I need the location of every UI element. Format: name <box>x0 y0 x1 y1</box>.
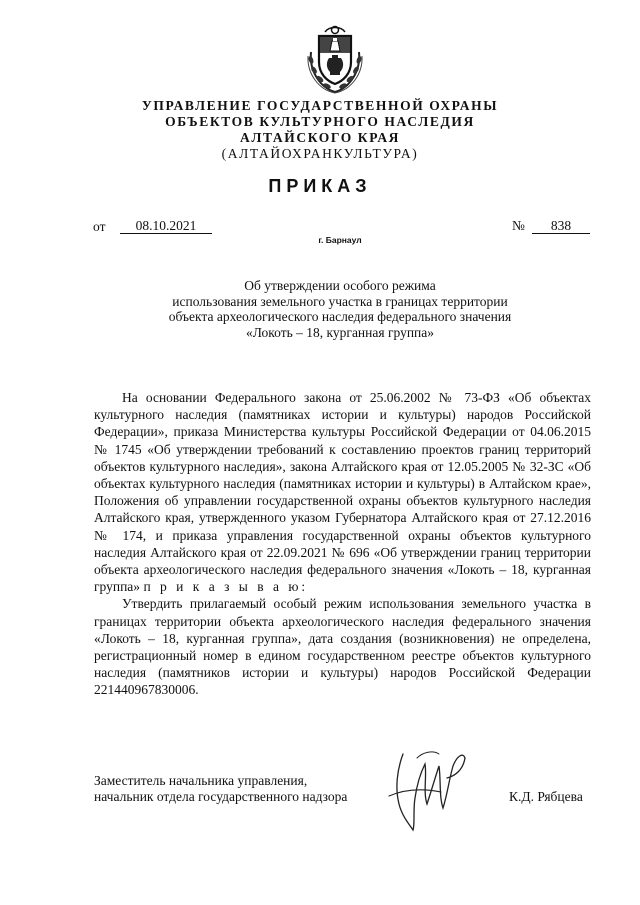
subject-line-2: использования земельного участка в границах территории <box>172 293 508 309</box>
org-name-line-3: АЛТАЙСКОГО КРАЯ <box>239 130 401 145</box>
coat-of-arms-icon <box>303 22 367 94</box>
subject-line-4: «Локоть – 18, курганная группа» <box>245 324 435 340</box>
body-paragraph-1 <box>94 389 591 595</box>
document-title: ПРИКАЗ <box>268 176 372 196</box>
number-label: № <box>512 218 525 233</box>
org-abbreviation: (АЛТАЙОХРАНКУЛЬТУРА) <box>221 146 419 161</box>
handwritten-signature-icon <box>383 744 469 836</box>
order-subject <box>0 278 640 340</box>
body-paragraph-2: Утвердить прилагаемый особый режим использования земельного участка в границах территории объекта археологического наследия федерального значения «Локоть – 18, курганная группа», дата создания (возникновения) не определена, регистрационный номер в едином государственном реестре объектов культурного наследия (памятников истории и культуры) народов Российской Федерации 221440967830006. <box>94 596 591 698</box>
date-label: от <box>93 219 106 234</box>
signatory-position-line-2: начальник отдела государственного надзора <box>94 789 348 804</box>
org-name-line-2: ОБЪЕКТОВ КУЛЬТУРНОГО НАСЛЕДИЯ <box>165 114 475 129</box>
signatory-position-line-1: Заместитель начальника управления, <box>94 773 308 788</box>
order-body <box>94 389 591 699</box>
issuing-authority <box>0 98 640 162</box>
issue-city: г. Барнаул <box>318 235 362 245</box>
subject-line-3: объекта археологического наследия федерального значения <box>168 309 512 324</box>
org-name-line-1: УПРАВЛЕНИЕ ГОСУДАРСТВЕННОЙ ОХРАНЫ <box>141 98 499 113</box>
signatory-name: К.Д. Рябцева <box>509 789 583 804</box>
order-command: п р и к а з ы в а ю: <box>143 579 309 595</box>
order-number: 838 <box>532 218 590 234</box>
order-date: 08.10.2021 <box>120 218 212 234</box>
subject-line-1: Об утверждении особого режима <box>244 278 436 293</box>
signatory-position <box>94 773 347 805</box>
preamble-text: На основании Федерального закона от 25.06.2002 № 73-ФЗ «Об объектах культурного наследия (памятниках истории и культуры) народов Российской Федерации», приказа Министерства культуры Российской Федерации от 04.06.2015 № 1745 «Об утверждении требований к составлению проектов границ территорий объектов культурного наследия», закона Алтайского края от 12.05.2005 № 32-ЗС «Об объектах культурного наследия (памятниках истории и культуры) в Алтайском крае», Положения об управлении государственной охраны объектов культурного наследия Алтайского края, утвержденного указом Губернатора Алтайского края от 27.12.2016 № 174, и приказа управления государственной охраны объектов культурного наследия Алтайского края от 22.09.2021 № 696 «Об утверждении границ территории объекта археологического наследия федерального значения «Локоть – 18, курганная группа» <box>94 390 591 595</box>
